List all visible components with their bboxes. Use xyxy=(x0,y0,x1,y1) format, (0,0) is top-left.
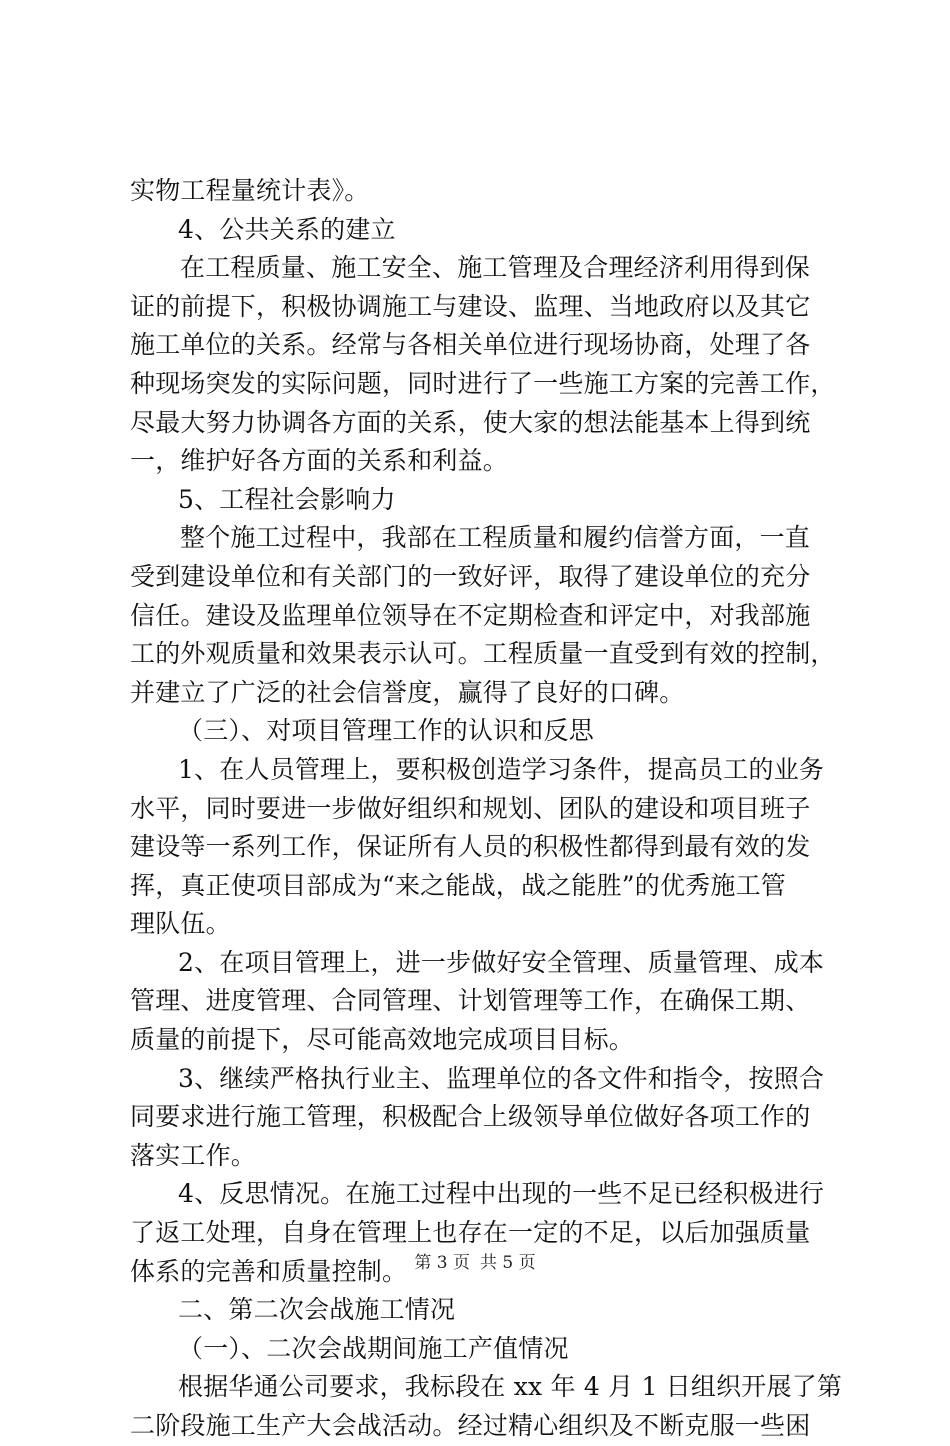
text-line: 工的外观质量和效果表示认可。工程质量一直受到有效的控制， xyxy=(130,639,836,669)
text-line: 信任。建设及监理单位领导在不定期检查和评定中，对我部施 xyxy=(130,600,811,630)
text-line: 4、反思情况。在施工过程中出现的一些不足已经积极进行 xyxy=(178,1179,825,1209)
text-line: 水平，同时要进一步做好组织和规划、团队的建设和项目班子 xyxy=(130,793,811,823)
text-line: 在工程质量、施工安全、施工管理及合理经济利用得到保 xyxy=(180,253,811,283)
text-line: 二阶段施工生产大会战活动。经过精心组织及不断克服一些困 xyxy=(130,1411,811,1440)
text-line: 证的前提下，积极协调施工与建设、监理、当地政府以及其它 xyxy=(130,291,811,321)
text-line: 同要求进行施工管理，积极配合上级领导单位做好各项工作的 xyxy=(130,1102,811,1132)
section-heading: 二、第二次会战施工情况 xyxy=(178,1295,456,1325)
section-heading: 5、工程社会影响力 xyxy=(178,484,396,514)
section-heading: 4、公共关系的建立 xyxy=(178,214,396,244)
section-heading: （一）、二次会战期间施工产值情况 xyxy=(178,1333,569,1363)
text-line: 2、在项目管理上，进一步做好安全管理、质量管理、成本 xyxy=(178,947,825,977)
text-line: 体系的完善和质量控制。 xyxy=(130,1256,408,1286)
page-total: 共 5 页 xyxy=(480,1253,536,1273)
text-line: 根据华通公司要求，我标段在 xx 年 4 月 1 日组织开展了第 xyxy=(178,1372,843,1402)
section-heading: （三）、对项目管理工作的认识和反思 xyxy=(178,716,594,746)
text-line: 3、继续严格执行业主、监理单位的各文件和指令，按照合 xyxy=(178,1063,825,1093)
text-line: 理队伍。 xyxy=(130,909,231,939)
text-line: 了返工处理，自身在管理上也存在一定的不足，以后加强质量 xyxy=(130,1218,811,1248)
page-footer xyxy=(0,1248,950,1273)
text-line: 施工单位的关系。经常与各相关单位进行现场协商，处理了各 xyxy=(130,330,811,360)
text-line: 质量的前提下，尽可能高效地完成项目目标。 xyxy=(130,1025,635,1055)
text-line: 落实工作。 xyxy=(130,1140,257,1170)
text-line: 1、在人员管理上，要积极创造学习条件，提高员工的业务 xyxy=(178,754,825,784)
text-line: 种现场突发的实际问题，同时进行了一些施工方案的完善工作， xyxy=(130,368,836,398)
text-line: 挥，真正使项目部成为“来之能战，战之能胜”的优秀施工管 xyxy=(130,870,786,900)
text-line: 建设等一系列工作，保证所有人员的积极性都得到最有效的发 xyxy=(130,832,811,862)
text-line: 一，维护好各方面的关系和利益。 xyxy=(130,446,509,476)
page-number: 第 3 页 xyxy=(414,1253,470,1273)
text-line: 实物工程量统计表》。 xyxy=(130,176,370,205)
text-line: 整个施工过程中，我部在工程质量和履约信誉方面，一直 xyxy=(180,523,811,553)
text-line: 受到建设单位和有关部门的一致好评，取得了建设单位的充分 xyxy=(130,561,811,591)
text-line: 并建立了广泛的社会信誉度，赢得了良好的口碑。 xyxy=(130,677,685,707)
text-line: 管理、进度管理、合同管理、计划管理等工作，在确保工期、 xyxy=(130,986,811,1016)
text-line: 尽最大努力协调各方面的关系，使大家的想法能基本上得到统 xyxy=(130,407,811,437)
